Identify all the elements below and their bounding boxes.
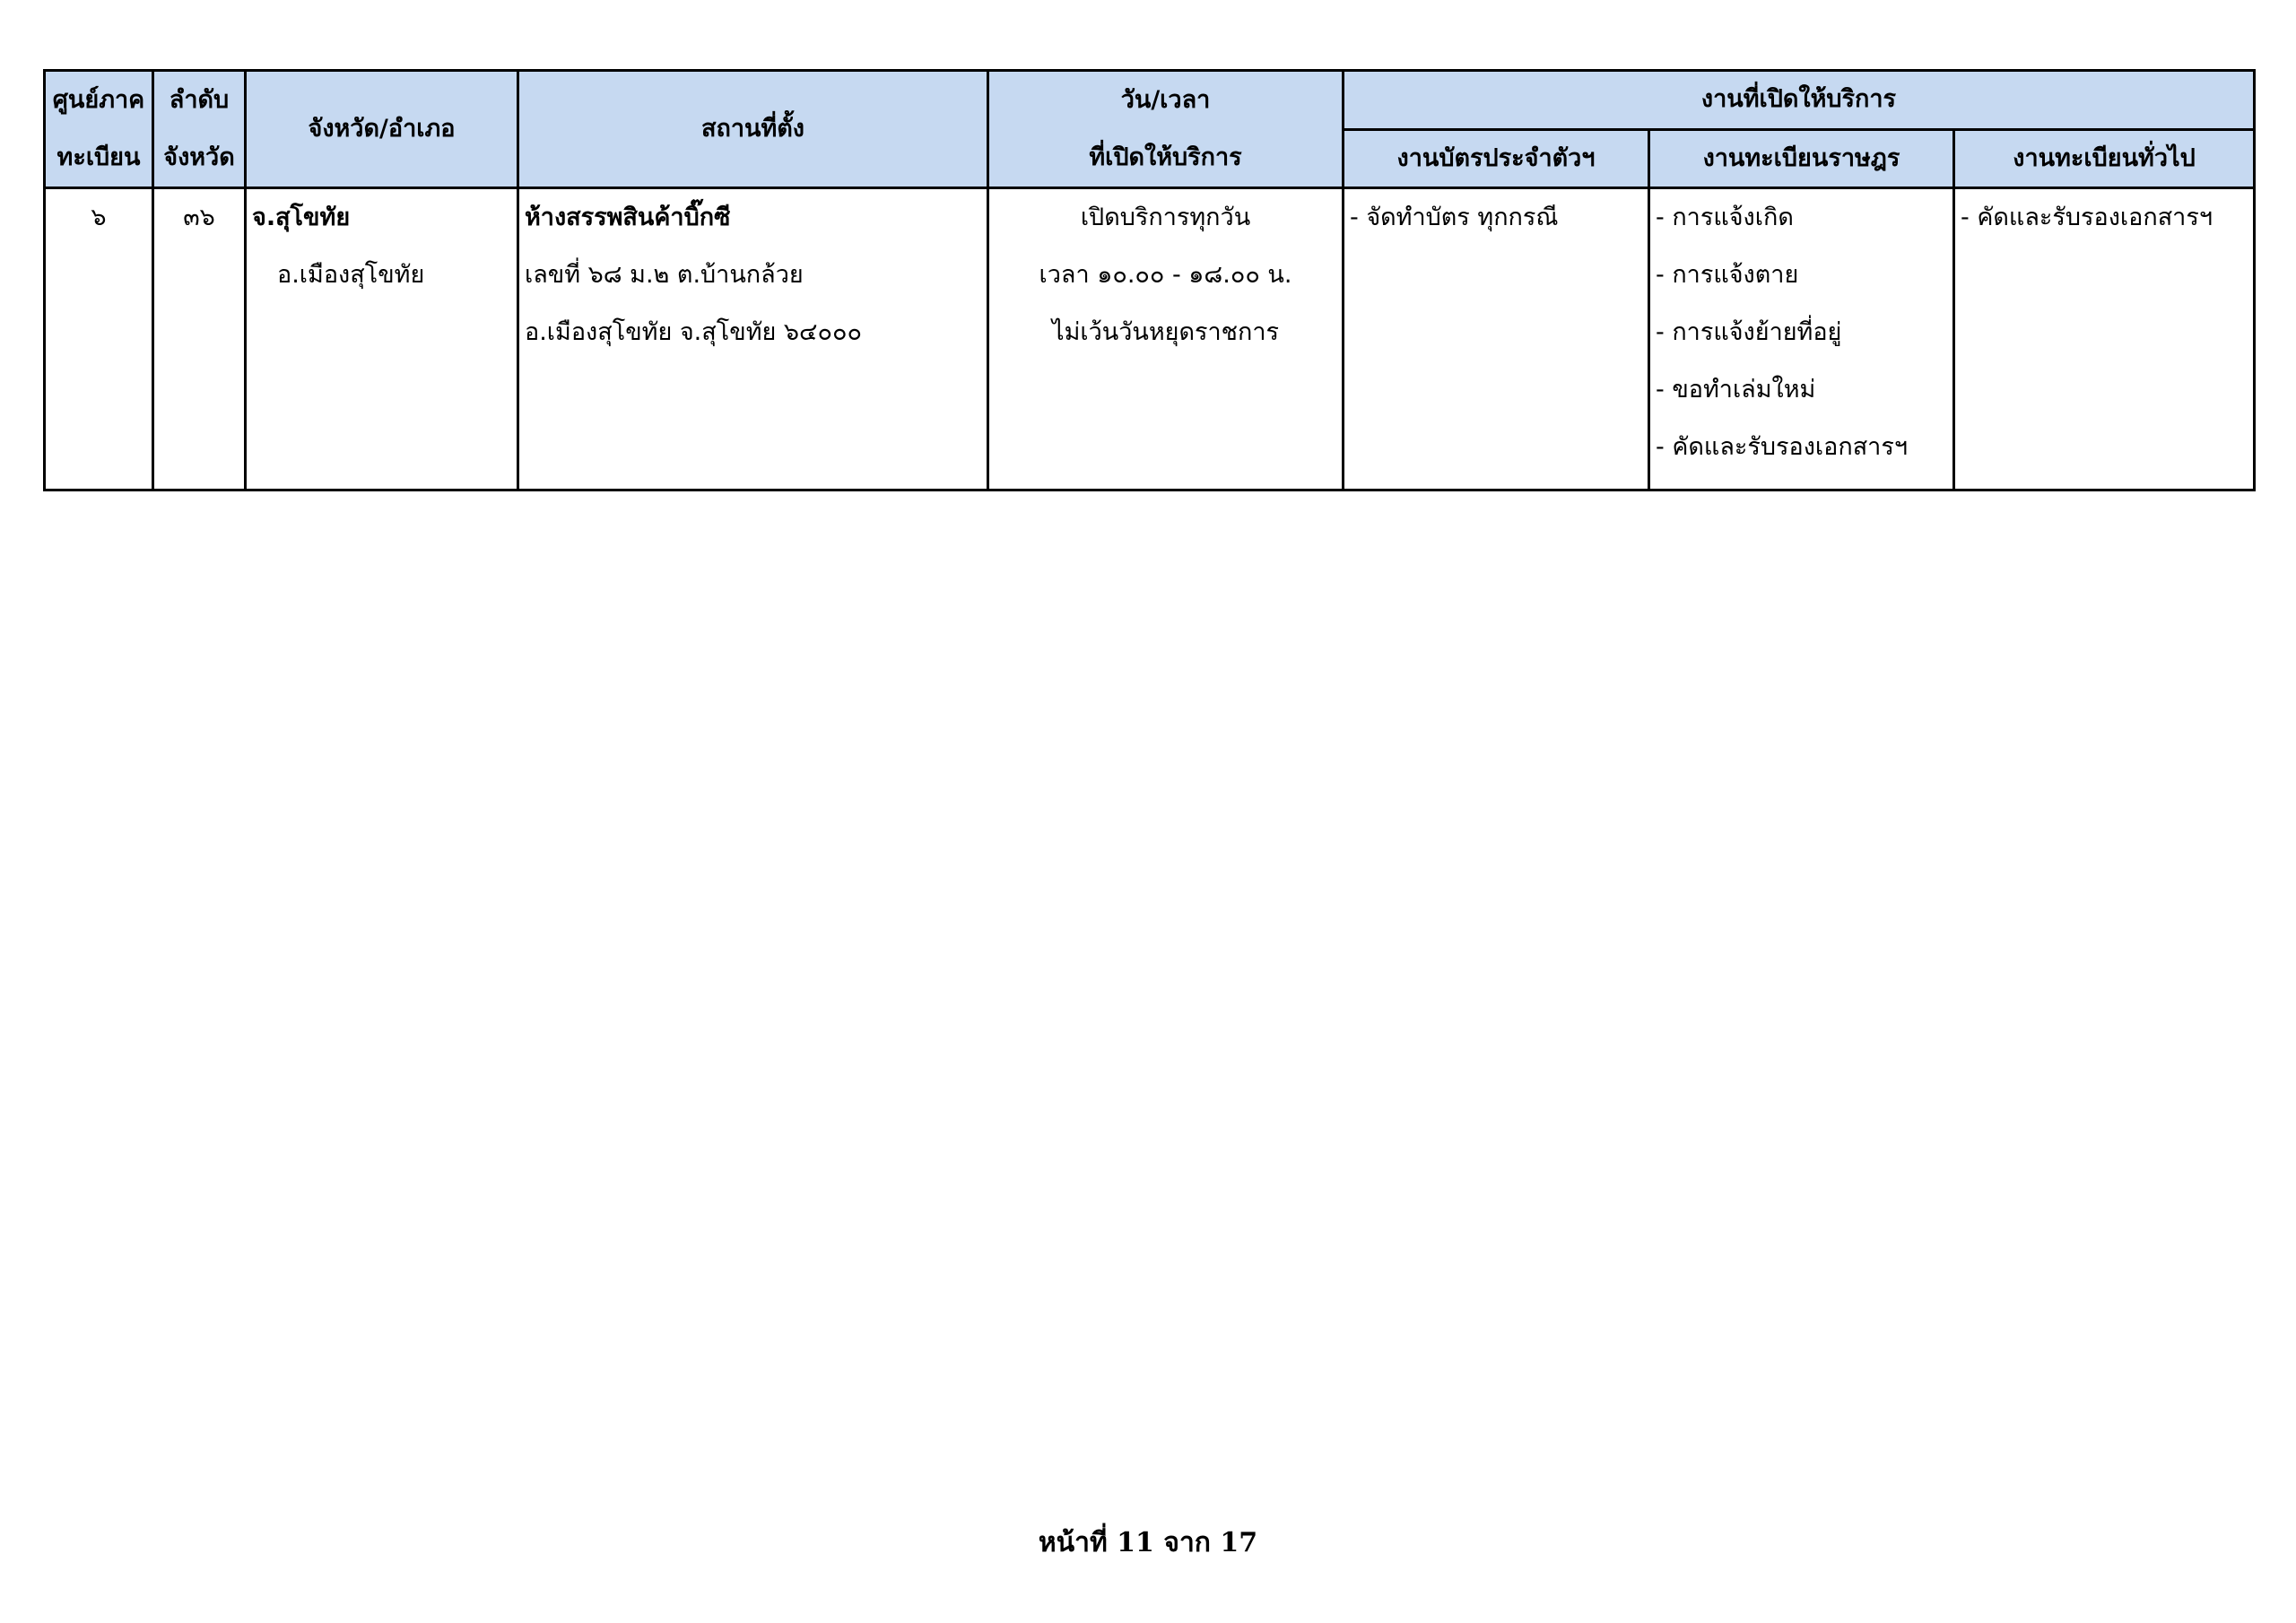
header-datetime-line1: วัน/เวลา (1120, 86, 1211, 114)
civil-service-item: - การแจ้งย้ายที่อยู่ (1656, 318, 1842, 346)
service-location-table (43, 69, 2256, 491)
header-order-line1: ลำดับ (169, 86, 230, 114)
id-card-service-item: - จัดทำบัตร ทุกกรณี (1350, 204, 1559, 231)
cell-region (45, 188, 153, 490)
header-order (153, 71, 246, 188)
region-value: ๖ (91, 204, 107, 231)
datetime-line2: เวลา ๑๐.๐๐ - ๑๘.๐๐ น. (1039, 261, 1292, 289)
cell-province (246, 188, 518, 490)
location-name: ห้างสรรพสินค้าบิ๊กซี (525, 204, 731, 231)
order-value: ๓๖ (183, 204, 215, 231)
header-region-line1: ศูนย์ภาค (52, 86, 145, 114)
header-services-group: งานที่เปิดให้บริการ (1344, 71, 2255, 130)
cell-civil-services (1649, 188, 1954, 490)
cell-id-card-services (1344, 188, 1649, 490)
cell-datetime (988, 188, 1344, 490)
header-province: จังหวัด/อำเภอ (246, 71, 518, 188)
header-region-line2: ทะเบียน (57, 143, 141, 171)
header-region (45, 71, 153, 188)
district-name: อ.เมืองสุโขทัย (277, 261, 425, 289)
header-id-card: งานบัตรประจำตัวฯ (1344, 129, 1649, 188)
location-address-line2: อ.เมืองสุโขทัย จ.สุโขทัย ๖๔๐๐๐ (525, 318, 862, 346)
header-civil-registration: งานทะเบียนราษฎร (1649, 129, 1954, 188)
header-location: สถานที่ตั้ง (518, 71, 988, 188)
civil-service-item: - การแจ้งตาย (1656, 261, 1799, 289)
general-service-item: - คัดและรับรองเอกสารฯ (1961, 204, 2213, 231)
civil-service-item: - คัดและรับรองเอกสารฯ (1656, 433, 1909, 461)
datetime-line1: เปิดบริการทุกวัน (1080, 204, 1251, 231)
header-order-line2: จังหวัด (163, 143, 235, 171)
header-datetime (988, 71, 1344, 188)
datetime-line3: ไม่เว้นวันหยุดราชการ (1052, 318, 1279, 346)
page-number-footer: หน้าที่ 11 จาก 17 (1038, 1527, 1258, 1558)
cell-location (518, 188, 988, 490)
location-address-line1: เลขที่ ๖๘ ม.๒ ต.บ้านกล้วย (525, 261, 804, 289)
civil-service-item: - การแจ้งเกิด (1656, 204, 1794, 231)
cell-order (153, 188, 246, 490)
cell-general-services (1954, 188, 2255, 490)
header-general-registration: งานทะเบียนทั่วไป (1954, 129, 2255, 188)
province-name: จ.สุโขทัย (252, 204, 351, 231)
civil-service-item: - ขอทำเล่มใหม่ (1656, 376, 1816, 404)
table-row (45, 188, 2255, 490)
header-datetime-line2: ที่เปิดให้บริการ (1089, 143, 1242, 171)
